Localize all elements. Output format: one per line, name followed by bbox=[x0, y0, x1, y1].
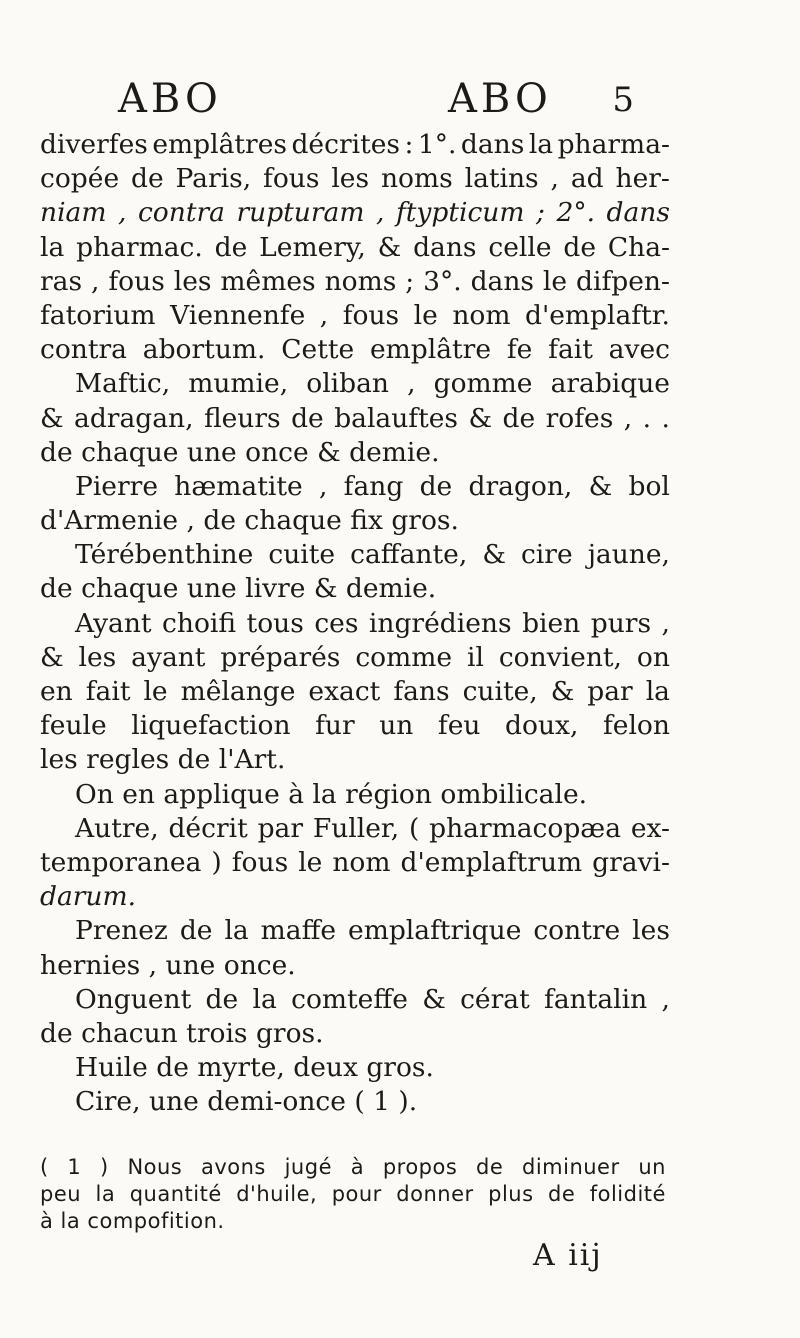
word: niam bbox=[40, 197, 107, 229]
word: on bbox=[636, 641, 670, 673]
text-line: les regles de l'Art. bbox=[40, 744, 286, 776]
word: le bbox=[143, 676, 168, 707]
word: propos bbox=[382, 1155, 458, 1179]
word: contra bbox=[137, 197, 225, 229]
word: jugé bbox=[284, 1155, 332, 1179]
word: , bbox=[661, 607, 670, 639]
word: copée bbox=[40, 163, 120, 195]
word: choifi bbox=[162, 607, 237, 639]
word: le bbox=[542, 265, 568, 297]
word: emplâtres bbox=[152, 129, 287, 160]
word: gravi- bbox=[592, 846, 670, 878]
word: dans bbox=[470, 265, 534, 297]
word: celle bbox=[488, 231, 552, 263]
word: 1°. bbox=[417, 129, 457, 160]
word: le bbox=[413, 299, 438, 331]
word: fleurs bbox=[203, 402, 281, 434]
word: : bbox=[404, 129, 414, 160]
word: diverfes bbox=[40, 129, 148, 160]
word: fait bbox=[548, 334, 593, 366]
footnote-line bbox=[40, 1181, 666, 1208]
word: & bbox=[422, 983, 446, 1015]
text-line bbox=[40, 470, 670, 504]
word: un bbox=[379, 710, 414, 742]
word: , bbox=[319, 299, 329, 331]
word: arabique bbox=[550, 368, 670, 400]
text-line bbox=[40, 709, 670, 743]
word: les bbox=[331, 163, 370, 195]
word: , bbox=[375, 197, 385, 229]
text-line bbox=[40, 128, 670, 162]
word: de bbox=[179, 915, 213, 947]
word: cuite, bbox=[462, 676, 538, 707]
word: d'huile, bbox=[236, 1182, 318, 1206]
word: contre bbox=[533, 915, 621, 947]
word: Autre, bbox=[75, 812, 159, 844]
text-line: de chaque une once & demie. bbox=[40, 436, 440, 468]
word: les bbox=[173, 265, 212, 297]
word: ) bbox=[100, 1155, 109, 1179]
word: fous bbox=[108, 265, 165, 297]
word: avec bbox=[608, 334, 670, 366]
text-line: de chaque une livre & demie. bbox=[40, 573, 437, 605]
word: difpen- bbox=[576, 265, 670, 297]
word: de bbox=[214, 231, 248, 263]
word: & bbox=[377, 231, 402, 263]
text-line bbox=[40, 196, 670, 230]
word: de bbox=[476, 1155, 504, 1179]
word: . bbox=[661, 402, 670, 434]
page-number: 5 bbox=[612, 80, 638, 120]
word: ex- bbox=[630, 812, 670, 844]
word: d'emplaftr. bbox=[524, 299, 670, 331]
word: il bbox=[466, 641, 484, 673]
word: contra bbox=[40, 334, 127, 366]
text-line: d'Armenie , de chaque fix gros. bbox=[40, 505, 459, 537]
word: ( bbox=[408, 812, 420, 844]
word: Fuller, bbox=[312, 812, 400, 844]
word: la bbox=[252, 983, 277, 1015]
word: liquefaction bbox=[131, 710, 291, 742]
word: fous bbox=[263, 163, 320, 195]
word: pharmacopæa bbox=[429, 812, 622, 844]
text-line bbox=[40, 846, 670, 880]
word: adragan, bbox=[74, 402, 194, 434]
word: mêmes bbox=[220, 265, 316, 297]
word: ) bbox=[211, 846, 222, 878]
word: fous bbox=[231, 846, 289, 878]
word: la bbox=[40, 231, 65, 263]
word: la bbox=[95, 1182, 116, 1206]
text-line bbox=[40, 914, 670, 948]
text-line bbox=[40, 812, 670, 846]
word: abortum. bbox=[142, 334, 266, 366]
word: Prenez bbox=[75, 915, 168, 947]
word: fous bbox=[342, 299, 400, 331]
word: cire bbox=[520, 539, 573, 571]
word: de bbox=[563, 231, 597, 263]
word: Pierre bbox=[75, 470, 159, 502]
word: à bbox=[350, 1155, 365, 1179]
word: 2°. bbox=[556, 197, 596, 229]
word: Cha- bbox=[607, 231, 670, 263]
word: jaune, bbox=[587, 539, 670, 571]
word: ingrédiens bbox=[368, 607, 512, 639]
header-left: ABO bbox=[118, 76, 222, 122]
signature-mark: A iij bbox=[533, 1238, 603, 1273]
word: , bbox=[550, 163, 559, 195]
word: rofes bbox=[545, 402, 614, 434]
word: ces bbox=[314, 607, 359, 639]
word: dans bbox=[413, 231, 477, 263]
word: tous bbox=[246, 607, 304, 639]
word: avons bbox=[200, 1155, 266, 1179]
text-line bbox=[40, 983, 670, 1017]
word: 3°. bbox=[423, 265, 462, 297]
word: dans bbox=[606, 197, 670, 229]
word: la bbox=[645, 676, 670, 707]
word: de bbox=[502, 402, 536, 434]
word: décrit bbox=[168, 812, 248, 844]
word: de bbox=[131, 163, 164, 195]
text-line bbox=[40, 641, 670, 675]
word: de bbox=[548, 1182, 576, 1206]
word: caffante, bbox=[350, 539, 468, 571]
word: en bbox=[40, 676, 73, 707]
word: ( bbox=[40, 1155, 49, 1179]
header-center: ABO bbox=[448, 76, 552, 122]
word: exact bbox=[308, 676, 381, 707]
word: , bbox=[407, 368, 416, 400]
text-line: de chacun trois gros. bbox=[40, 1017, 324, 1049]
word: 1 bbox=[67, 1155, 82, 1179]
word: noms bbox=[380, 163, 453, 195]
text-line: Cire, une demi-once ( 1 ). bbox=[75, 1086, 418, 1118]
text-line bbox=[40, 231, 670, 265]
word: pour bbox=[331, 1182, 382, 1206]
word: Ayant bbox=[75, 607, 152, 639]
word: de bbox=[205, 983, 239, 1015]
word: gomme bbox=[433, 368, 533, 400]
word: le bbox=[298, 846, 323, 878]
word: ras bbox=[40, 265, 83, 297]
word: Térébenthine bbox=[75, 539, 254, 571]
body-text bbox=[40, 128, 670, 1119]
word: Maftic, bbox=[75, 368, 171, 400]
word: , bbox=[318, 470, 328, 502]
word: ftypticum bbox=[395, 197, 525, 229]
word: feu bbox=[437, 710, 481, 742]
word: ; bbox=[536, 197, 545, 229]
word: fantalin bbox=[544, 983, 648, 1015]
word: hæmatite bbox=[174, 470, 303, 502]
word: dans bbox=[460, 129, 525, 160]
word: plus bbox=[488, 1182, 534, 1206]
text-line bbox=[40, 607, 670, 641]
word: pharmac. bbox=[76, 231, 203, 263]
word: bol bbox=[628, 470, 670, 502]
word: fang bbox=[343, 470, 404, 502]
word: & bbox=[40, 402, 64, 434]
word: bien bbox=[522, 607, 581, 639]
word: rupturam bbox=[236, 197, 365, 229]
word: peu bbox=[40, 1182, 82, 1206]
word: & bbox=[588, 470, 613, 502]
word: Paris, bbox=[175, 163, 252, 195]
text-line bbox=[40, 265, 670, 299]
word: diminuer bbox=[521, 1155, 620, 1179]
word: , bbox=[91, 265, 100, 297]
word: fatorium bbox=[40, 299, 156, 331]
word: Lemery, bbox=[259, 231, 366, 263]
word: d'emplaftrum bbox=[400, 846, 583, 878]
footnote bbox=[40, 1154, 666, 1235]
text-line bbox=[40, 402, 670, 436]
word: , bbox=[623, 402, 633, 434]
word: ad bbox=[570, 163, 604, 195]
word: mumie, bbox=[188, 368, 289, 400]
word: les bbox=[78, 641, 117, 673]
word: ; bbox=[405, 265, 415, 297]
word: , bbox=[118, 197, 127, 229]
word: Nous bbox=[127, 1155, 183, 1179]
word: latins bbox=[464, 163, 539, 195]
word: comme bbox=[355, 641, 453, 673]
text-line: Huile de myrte, deux gros. bbox=[75, 1052, 434, 1084]
word: décrites bbox=[291, 129, 401, 160]
word: la bbox=[528, 129, 554, 160]
word: balauftes bbox=[334, 402, 459, 434]
text-line: On en applique à la région ombilicale. bbox=[75, 778, 588, 810]
word: & bbox=[550, 676, 575, 707]
text-line bbox=[40, 538, 670, 572]
word: fans bbox=[393, 676, 450, 707]
word: , bbox=[661, 983, 670, 1015]
word: de bbox=[419, 470, 453, 502]
word: comteffe bbox=[291, 983, 408, 1015]
word: purs bbox=[590, 607, 652, 639]
footnote-line bbox=[40, 1154, 666, 1181]
word: convient, bbox=[498, 641, 622, 673]
word: . bbox=[642, 402, 652, 434]
word: pharma- bbox=[557, 129, 670, 160]
word: emplâtre bbox=[369, 334, 492, 366]
word: donner bbox=[396, 1182, 474, 1206]
footnote-line: à la compofition. bbox=[40, 1209, 225, 1233]
word: folidité bbox=[589, 1182, 666, 1206]
word: & bbox=[40, 641, 64, 673]
text-line: hernies , une once. bbox=[40, 949, 296, 981]
word: nom bbox=[452, 299, 511, 331]
word: par bbox=[257, 812, 304, 844]
word: cérat bbox=[460, 983, 530, 1015]
word: fe bbox=[506, 334, 533, 366]
text-line bbox=[40, 367, 670, 401]
word: noms bbox=[324, 265, 397, 297]
word: maffe bbox=[260, 915, 337, 947]
word: & bbox=[468, 402, 493, 434]
word: de bbox=[291, 402, 324, 434]
word: fait bbox=[85, 676, 131, 707]
word: ayant bbox=[131, 641, 206, 673]
word: Cette bbox=[281, 334, 355, 366]
word: fur bbox=[315, 710, 355, 742]
word: felon bbox=[602, 710, 670, 742]
word: nom bbox=[332, 846, 391, 878]
word: Onguent bbox=[75, 983, 192, 1015]
word: la bbox=[224, 915, 249, 947]
word: oliban bbox=[306, 368, 389, 400]
text-line bbox=[40, 675, 670, 709]
word: quantité bbox=[129, 1182, 222, 1206]
word: temporanea bbox=[40, 846, 202, 878]
text-line bbox=[40, 333, 670, 367]
word: mêlange bbox=[180, 676, 296, 707]
word: & bbox=[482, 539, 506, 571]
word: feule bbox=[40, 710, 107, 742]
word: Viennenfe bbox=[170, 299, 306, 331]
word: her- bbox=[615, 163, 670, 195]
word: un bbox=[638, 1155, 666, 1179]
word: cuite bbox=[268, 539, 336, 571]
text-line bbox=[40, 162, 670, 196]
text-line bbox=[40, 299, 670, 333]
word: par bbox=[587, 676, 633, 707]
word: les bbox=[632, 915, 670, 947]
word: doux, bbox=[505, 710, 579, 742]
word: préparés bbox=[220, 641, 341, 673]
text-line: darum. bbox=[40, 881, 137, 913]
word: emplaftrique bbox=[348, 915, 522, 947]
word: dragon, bbox=[468, 470, 573, 502]
running-header bbox=[118, 76, 638, 126]
